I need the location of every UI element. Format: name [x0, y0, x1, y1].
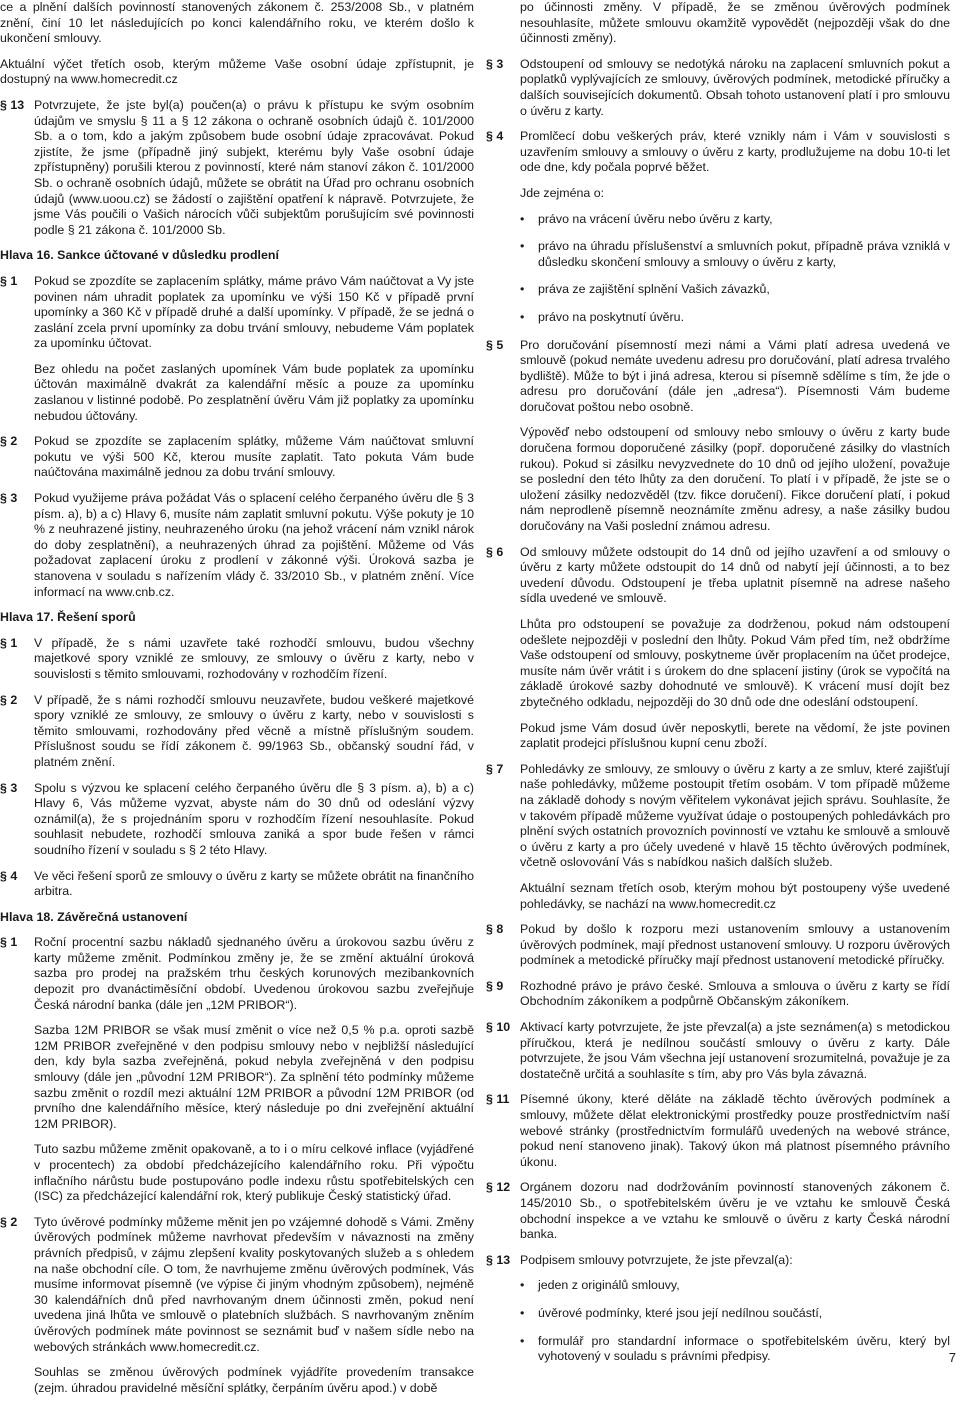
section-number: § 11 — [486, 1092, 510, 1107]
continued-paragraph: po účinnosti změny. V případě, že se změnou úvěrových podmínek nesouhlasíte, můžete smlouvu okamžitě vypovědět (nejpozději však do dne účinnosti změny). — [520, 0, 950, 46]
section-number: § 1 — [0, 273, 18, 288]
section-text: Aktuální seznam třetích osob, kterým mohou být postoupeny výše uvedené pohledávky, se nachází na www.homecredit.cz — [520, 880, 950, 911]
section-text: Písemné úkony, které děláte na základě těchto úvěrových podmínek a smlouvy, můžete dělat elektronickými prostředky pouze prostřednictvím naší webové stránky (prostřednictvím formulářů uvedených na webové stránce, pokud není stanoveno jinak). Takový úkon má platnost písemného právního úkonu. — [520, 1092, 950, 1169]
section-number: § 13 — [0, 97, 25, 112]
section-text: V případě, že s námi uzavřete také rozhodčí smlouvu, budou všechny majetkové spory vzniklé ze smlouvy, ze smlouvy o úvěru z karty, nebo v souvislosti s těmito smlouvami, rozhodovány v rozhodčím řízení. — [34, 635, 474, 681]
section-number: § 7 — [486, 761, 504, 776]
list-item: • úvěrové podmínky, které jsou její nedílnou součástí, — [520, 1306, 950, 1322]
section-text: Tyto úvěrové podmínky můžeme měnit jen po vzájemné dohodě s Vámi. Změny úvěrových podmínek můžeme navrhovat především v návaznosti na změny právních předpisů, v zájmu zlepšení kvality poskytovaných služeb a s ohledem na naše obchodní cíle. O tom, že navrhujeme změnu úvěrových podmínek, Vás musíme informovat písemně (ve výpise či jiným vhodným způsobem), nejméně 30 kalendářních dnů před navrhovaným dnem účinnosti změn, pokud není uvedena jiná lhůta ve smlouvě o platebních službách. S navrhovaným zněním úvěrových podmínek máte povinnost se seznámit buď v našem sídle nebo na webových stránkách www.homecredit.cz. — [34, 1214, 474, 1354]
section-text: Ve věci řešení sporů ze smlouvy o úvěru z karty se můžete obrátit na finančního arbitra. — [34, 868, 474, 899]
section-number: § 9 — [486, 978, 504, 993]
section-number: § 12 — [486, 1180, 511, 1195]
section-12 — [486, 1180, 950, 1242]
section-text: Roční procentní sazbu nákladů sjednaného úvěru a úrokovou sazbu úvěru z karty můžeme změnit. Podmínkou změny je, že se změní aktuální úroková sazba pro prodej na pražském trhu českých korunových mezibankovních depozit pro dvanáctiměsíční období. Uvedenou úrokovou sazbu zveřejňuje Česká národní banka (dále jen „12M PRIBOR“). — [34, 935, 474, 1012]
section-number: § 3 — [0, 780, 18, 795]
received-documents-list — [520, 1278, 950, 1364]
section-number: § 2 — [0, 1214, 18, 1229]
section-number: § 8 — [486, 922, 504, 937]
chapter-16-section-1 — [0, 274, 474, 424]
chapter-16-section-3 — [0, 491, 474, 600]
section-5 — [486, 338, 950, 535]
section-4 — [486, 129, 950, 201]
list-item: • právo na vrácení úvěru nebo úvěru z karty, — [520, 212, 950, 228]
section-6 — [486, 545, 950, 752]
section-text: Aktivací karty potvrzujete, že jste převzal(a) a jste seznámen(a) s metodickou příručkou, která je nedílnou součástí smlouvy o úvěru z karty. Dále potvrzujete, že jsou Vám všechna její ustanovení srozumitelná, považuje je za dostatečně určitá a souhlasíte s tím, aby pro Vás byla závazná. — [520, 1020, 950, 1081]
section-text: V případě, že s námi rozhodčí smlouvu neuzavřete, budou veškeré majetkové spory vzniklé ze smlouvy, ze smlouvy o úvěru z karty, nebo v souvislosti s těmito smlouvami, rozhodovány před věcně a místně příslušným soudem. Příslušnost soudu se řídí zákonem č. 99/1963 Sb., občanský soudní řád, v platném znění. — [34, 692, 474, 769]
chapter-17-heading: Hlava 17. Řešení sporů — [0, 610, 136, 625]
section-text: Pro doručování písemností mezi námi a Vámi platí adresa uvedená ve smlouvě (pokud nemáte uvedenu adresu pro doručování, platí adresa trvalého bydliště). Může to být i jiná adresa, kterou si písemně sdělíme s tím, že jde o adresu pro doručování (dále jen „adresa“). Písemnosti Vám budeme doručovat poštou nebo osobně. — [520, 337, 950, 414]
list-item: • právo na úhradu příslušenství a smluvních pokut, případně práva vzniklá v důsledku skončení smlouvy a smlouvy o úvěru z karty, — [520, 239, 950, 270]
section-number: § 3 — [486, 56, 504, 71]
section-text: Tuto sazbu můžeme změnit opakovaně, a to i o míru celkové inflace (vyjádřené v procentech) za období předcházejícího kalendářního roku. Při výpočtu inflačního nárůstu bude postupováno podle indexu růstu spotřebitelských cen (ISC) za předcházející kalendářní rok, který publikuje Český statistický úřad. — [34, 1142, 474, 1204]
chapter-16-heading: Hlava 16. Sankce účtované v důsledku prodlení — [0, 248, 279, 263]
section-text: Spolu s výzvou ke splacení celého čerpaného úvěru dle § 3 písm. a), b) a c) Hlavy 6, Vás můžeme vyzvat, abyste nám do 30 dnů od odeslání výzvy oznámil(a), že s projednáním sporu v rozhodčím řízení nesouhlasíte. Pokud souhlasit nebudete, rozhodčí smlouva zaniká a spor bude řešen v rámci soudního řízení v souladu s § 2 této Hlavy. — [34, 780, 474, 857]
section-number: § 4 — [486, 129, 504, 144]
section-text: Odstoupení od smlouvy se nedotýká nároku na zaplacení smluvních pokut a poplatků vyplývajících ze smlouvy, úvěrových podmínek, metodické příručky a dalších souvisejících dokumentů. Obsah tohoto ustanovení platí i pro smlouvu o úvěru z karty. — [520, 56, 950, 118]
section-text: Od smlouvy můžete odstoupit do 14 dnů od jejího uzavření a od smlouvy o úvěru z karty můžete odstoupit do 14 dnů od nabytí její účinnosti, a to bez uvedení důvodu. Odstoupení je třeba uplatnit písemně na adrese našeho sídla uvedené ve smlouvě. — [520, 544, 950, 606]
section-text: Promlčecí dobu veškerých práv, které vznikly nám i Vám v souvislosti s uzavřením smlouvy a smlouvy o úvěru z karty, prodlužujeme na dobu 10-ti let ode dne, kdy počala poprvé běžet. — [520, 129, 950, 175]
rights-list — [520, 212, 950, 326]
section-7 — [486, 762, 950, 912]
chapter-16-section-2 — [0, 434, 474, 481]
section-text: Pokud jsme Vám dosud úvěr neposkytli, berete na vědomí, že jste povinen zaplatit prodejci příslušnou kupní cenu zboží. — [520, 720, 950, 751]
section-text: Lhůta pro odstoupení se považuje za dodrženou, pokud nám odstoupení odešlete nejpozději v poslední den lhůty. Pokud Vám před tím, než obdržíme Vaše odstoupení od smlouvy, poskytneme úvěr proplacením na účet prodejce, musíte nám úvěr vrátit i s úrokem do dne splacení jistiny (úrok se vypočítá na základě úrokové sazby dohodnuté ve smlouvě). K vrácení musí dojít bez zbytečného odkladu, nejpozději do 30 dnů ode dne odeslání odstoupení. — [520, 617, 950, 709]
section-number: § 1 — [0, 935, 18, 950]
section-text: Podpisem smlouvy potvrzujete, že jste převzal(a): — [520, 1252, 793, 1267]
section-text: Souhlas se změnou úvěrových podmínek vyjádříte provedením transakce (zejm. úhradou pravidelné měsíční splátky, čerpáním úvěru apod.) v době — [34, 1365, 474, 1395]
section-text: Výpověď nebo odstoupení od smlouvy nebo smlouvy o úvěru z karty bude doručena formou doporučené zásilky (popř. doporučené zásilky do vlastních rukou). Pokud si zásilku nevyzvednete do 10 dnů od jejího uložení, považuje se poslední den této lhůty za den doručení. To platí i v případě, že jste se o uložení zásilky nedozvěděl (tzv. fikce doručení). Fikce doručení platí, i pokud nám neprodleně písemně neoznámíte změnu adresy, a naše zásilky budou doručovány na Vaši poslední známou adresu. — [520, 425, 950, 534]
third-parties-paragraph: Aktuální výčet třetích osob, kterým můžeme Vaše osobní údaje zpřístupnit, je dostupný na www.homecredit.cz — [0, 56, 474, 87]
chapter-17-section-2 — [0, 693, 474, 771]
chapter-17-section-3 — [0, 781, 474, 859]
section-3 — [486, 57, 950, 119]
section-text: Orgánem dozoru nad dodržováním povinností stanovených zákonem č. 145/2010 Sb., o spotřebitelském úvěru je ve vztahu ke smlouvě Česká obchodní inspekce a ve vztahu ke smlouvě o úvěru z karty Česká národní banka. — [520, 1180, 950, 1242]
section-number: § 4 — [0, 868, 18, 883]
section-13-right — [486, 1253, 950, 1269]
section-number: § 1 — [0, 635, 18, 650]
section-9 — [486, 979, 950, 1010]
section-text: Pokud využijeme práva požádat Vás o splacení celého čerpaného úvěru dle § 3 písm. a), b) a c) Hlavy 6, musíte nám zaplatit smluvní pokutu. Výše pokuty je 10 % z neuhrazené jistiny, neuhrazeného úroku (na jehož vrácení nám vznikl nárok do doby zesplatnění), a neuhrazených úhrad za pojištění. Můžeme od Vás požadovat zaplacení úroku z prodlení v zákonné výši. Úroková sazba je stanovena v souladu s nařízením vlády č. 33/2010 Sb., v platném znění. Více informací na www.cnb.cz. — [34, 491, 474, 599]
section-8 — [486, 922, 950, 969]
section-text: Pokud by došlo k rozporu mezi ustanovením smlouvy a ustanovením úvěrových podmínek, mají přednost ustanovení smlouvy. U rozporu úvěrových podmínek a metodické příručky mají přednost ustanovení metodické příručky. — [520, 922, 950, 968]
section-text: Pohledávky ze smlouvy, ze smlouvy o úvěru z karty a ze smluv, které zajišťují naše pohledávky, můžeme postoupit třetím osobám. V tom případě můžeme na základě dohody s novým věřitelem vykonávat jejich správu. Souhlasíte, že v takovém případě můžeme využívat údaje o postoupených pohledávkách pro plnění svých ostatních provozních povinností ve vztahu ke smlouvě a smlouvě o úvěru z karty a pro účely uvedené v hlavě 15 těchto úvěrových podmínek, včetně oslovování Vás s nabídkou našich dalších služeb. — [520, 761, 950, 870]
left-column — [0, 0, 474, 1406]
section-text: Bez ohledu na počet zaslaných upomínek Vám bude poplatek za upomínku účtován maximálně dvakrát za kalendářní měsíc a pouze za upomínku zaslanou v listinné podobě. Po zesplatnění úvěru Vám již poplatky za upomínku nebudou účtovány. — [34, 361, 474, 423]
section-number: § 2 — [0, 434, 18, 449]
chapter-17-section-1 — [0, 636, 474, 683]
section-text: Potvrzujete, že jste byl(a) poučen(a) o právu k přístupu ke svým osobním údajům ve smyslu § 11 a § 12 zákona o ochraně osobních údajů č. 101/2000 Sb. a o tom, kdo a jakým způsobem bude osobní údaje zpracovávat. Pokud zjistíte, že jsme (případně jiný subjekt, kterému byly Vaše osobní údaje zpřístupněny) porušili kterou z povinností, které nám stanoví zákon č. 101/2000 Sb. o ochraně osobních údajů, můžete se obrátit na Úřad pro ochranu osobních údajů (www.uoou.cz) se žádostí o zajištění opatření k nápravě. Potvrzujete, že jsme Vás poučili o Vašich nárocích vůči subjektům porušujícím své povinnosti podle § 21 zákona č. 101/2000 Sb. — [34, 97, 474, 237]
section-10 — [486, 1020, 950, 1082]
list-item: • formulář pro standardní informace o spotřebitelském úvěru, který byl vyhotovený v souladu s právními předpisy. — [520, 1334, 950, 1365]
page-number: 7 — [948, 1350, 956, 1366]
chapter-18-heading: Hlava 18. Závěrečná ustanovení — [0, 909, 188, 924]
section-text: Pokud se zpozdíte se zaplacením splátky, máme právo Vám naúčtovat a Vy jste povinen nám uhradit poplatek za upomínku ve výši 150 Kč v případě první upomínky a 360 Kč v případě druhé a další upomínky. V případě, že se jedná o zaslání zcela první upomínky za dobu trvání smlouvy, nebudeme Vám poplatek za upomínku účtovat. — [34, 273, 474, 351]
chapter-17-section-4 — [0, 869, 474, 900]
chapter-18-section-2 — [0, 1215, 474, 1397]
list-item: • práva ze zajištění splnění Vašich závazků, — [520, 282, 950, 298]
section-number: § 2 — [0, 692, 18, 707]
section-11 — [486, 1092, 950, 1170]
chapter-18-section-1 — [0, 935, 474, 1205]
list-item: • právo na poskytnutí úvěru. — [520, 310, 950, 326]
section-text: Sazba 12M PRIBOR se však musí změnit o více než 0,5 % p.a. oproti sazbě 12M PRIBOR zveřejněné v den podpisu smlouvy nebo v nejbližší následující den, kdy byla sazba zveřejněná, pokud nebyla zveřejněná v den podpisu smlouvy (dále jen „původní 12M PRIBOR“). Za splnění této podmínky můžeme sazbu změnit o rozdíl mezi aktuální 12M PRIBOR a původní 12M PRIBOR (od prvního dne kalendářního měsíce, který následuje po dni zveřejnění aktuální 12M PRIBOR). — [34, 1023, 474, 1131]
section-number: § 3 — [0, 491, 18, 506]
section-text: Pokud se zpozdíte se zaplacením splátky, můžeme Vám naúčtovat smluvní pokutu ve výši 500 Kč, kterou musíte zaplatit. Tato pokuta Vám bude naúčtována maximálně jednou za dobu trvání smlouvy. — [34, 434, 474, 480]
section-text: Rozhodné právo je právo české. Smlouva a smlouva o úvěru z karty se řídí Obchodním zákoníkem a podpůrně Občanským zákoníkem. — [520, 978, 950, 1009]
list-item: • jeden z originálů smlouvy, — [520, 1278, 950, 1294]
section-number: § 5 — [486, 337, 504, 352]
section-number: § 6 — [486, 544, 504, 559]
section-number: § 13 — [486, 1252, 511, 1267]
section-text: Jde zejména o: — [520, 185, 605, 200]
section-13 — [0, 98, 474, 238]
right-column — [486, 0, 950, 1377]
intro-paragraph: ce a plnění dalších povinností stanovených zákonem č. 253/2008 Sb., v platném znění, činí 10 let následujících po konci kalendářního roku, ve kterém došlo k ukončení smlouvy. — [0, 0, 474, 46]
section-number: § 10 — [486, 1020, 511, 1035]
